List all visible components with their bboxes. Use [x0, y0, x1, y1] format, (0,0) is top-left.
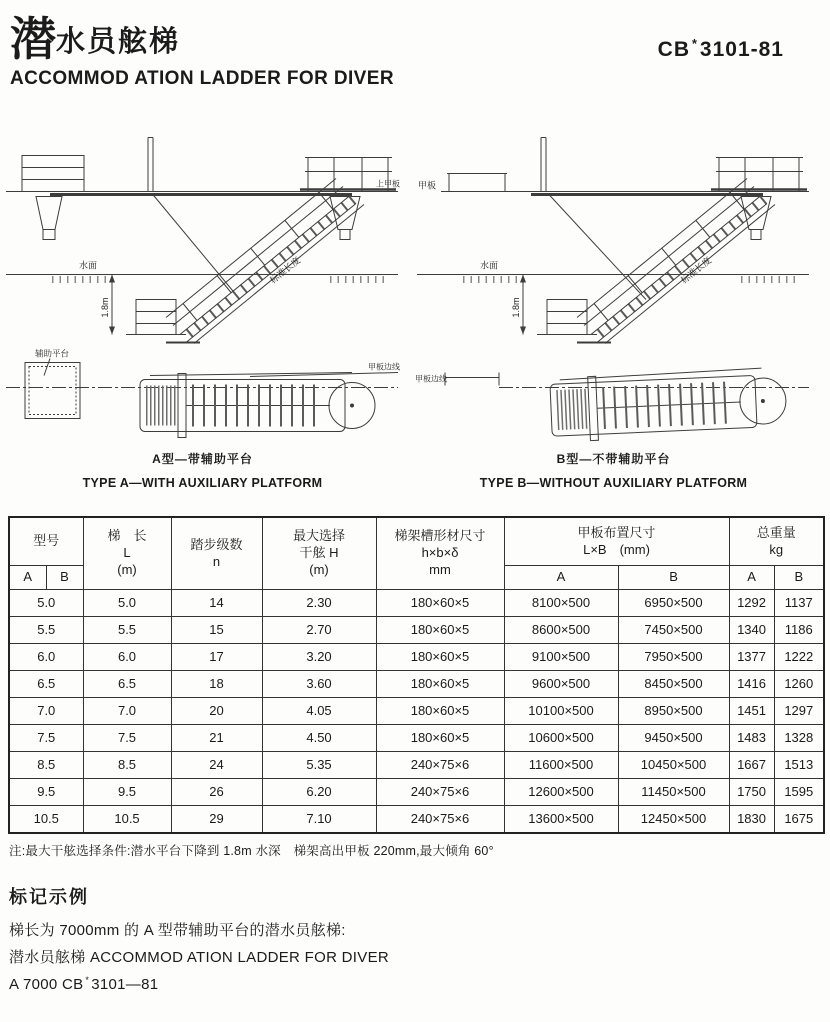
col-header-weight: 总重量 kg [729, 517, 824, 566]
table-cell: 1483 [729, 725, 774, 752]
figure-type-b [411, 128, 816, 490]
table-cell: 180×60×5 [376, 698, 504, 725]
table-row [9, 617, 824, 644]
table-cell: 1513 [774, 752, 824, 779]
table-cell: 10600×500 [504, 725, 618, 752]
marking-line3-number: 3101—81 [91, 976, 159, 993]
table-cell: 10.5 [83, 806, 171, 834]
table-cell: 7450×500 [618, 617, 729, 644]
title-first-char: 潜 [10, 13, 56, 65]
table-cell: 10450×500 [618, 752, 729, 779]
table-cell: 18 [171, 671, 262, 698]
table-cell: 20 [171, 698, 262, 725]
table-cell: 1340 [729, 617, 774, 644]
table-cell: 10.5 [9, 806, 83, 834]
table-cell: 1451 [729, 698, 774, 725]
table-cell: 5.0 [83, 590, 171, 617]
table-cell: 2.70 [262, 617, 376, 644]
table-cell: 1328 [774, 725, 824, 752]
table-cell: 240×75×6 [376, 806, 504, 834]
spec-table-body [9, 590, 824, 834]
standard-number [658, 37, 784, 62]
table-cell: 1416 [729, 671, 774, 698]
table-row [9, 725, 824, 752]
table-cell: 17 [171, 644, 262, 671]
table-cell: 6.5 [9, 671, 83, 698]
label-water-surface: 水面 [479, 260, 499, 271]
table-cell: 10100×500 [504, 698, 618, 725]
table-cell: 1667 [729, 752, 774, 779]
figure-type-a [0, 128, 405, 490]
table-cell: 180×60×5 [376, 617, 504, 644]
table-note: 注:最大干舷选择条件:潜水平台下降到 1.8m 水深 梯架高出甲板 220mm,最大倾角 60° [9, 844, 494, 858]
marking-example [9, 883, 830, 998]
subcol-model-b: B [46, 566, 83, 590]
table-row [9, 671, 824, 698]
page-title [10, 13, 181, 65]
table-cell: 5.5 [83, 617, 171, 644]
table-cell: 3.20 [262, 644, 376, 671]
table-cell: 7.0 [83, 698, 171, 725]
col-header-freeboard: 最大选择 干舷 H (m) [262, 517, 376, 590]
table-cell: 6950×500 [618, 590, 729, 617]
table-row [9, 806, 824, 834]
figures-row [0, 128, 830, 490]
table-cell: 2.30 [262, 590, 376, 617]
table-cell: 180×60×5 [376, 644, 504, 671]
table-cell: 9.5 [83, 779, 171, 806]
table-cell: 5.35 [262, 752, 376, 779]
label-deck-edge: 甲板边线 [415, 374, 447, 384]
table-cell: 11600×500 [504, 752, 618, 779]
subcol-deck-a: A [504, 566, 618, 590]
caption-type-a-en: TYPE A—WITH AUXILIARY PLATFORM [82, 476, 323, 490]
table-cell: 1260 [774, 671, 824, 698]
marking-line3-prefix: A 7000 CB [9, 976, 84, 993]
table-cell: 180×60×5 [376, 725, 504, 752]
spec-table [8, 516, 825, 834]
marking-line3-star: * [85, 975, 90, 985]
label-deck: 甲板 [418, 180, 437, 191]
table-cell: 6.20 [262, 779, 376, 806]
subcol-weight-a: A [729, 566, 774, 590]
table-cell: 6.0 [83, 644, 171, 671]
table-cell: 1297 [774, 698, 824, 725]
table-cell: 8.5 [83, 752, 171, 779]
table-cell: 12600×500 [504, 779, 618, 806]
table-cell: 8450×500 [618, 671, 729, 698]
subcol-deck-b: B [618, 566, 729, 590]
table-row [9, 698, 824, 725]
table-cell: 26 [171, 779, 262, 806]
table-cell: 7.5 [83, 725, 171, 752]
standard-digits: 3101-81 [699, 38, 784, 61]
table-cell: 7.5 [9, 725, 83, 752]
table-cell: 9.5 [9, 779, 83, 806]
table-cell: 6.5 [83, 671, 171, 698]
subcol-model-a: A [9, 566, 46, 590]
table-cell: 11450×500 [618, 779, 729, 806]
type-b-drawing [411, 128, 816, 446]
marking-line2: 潜水员舷梯 ACCOMMOD ATION LADDER FOR DIVER [9, 949, 390, 966]
label-water-surface: 水面 [78, 260, 98, 271]
subcol-weight-b: B [774, 566, 824, 590]
caption-type-b-en: TYPE B—WITHOUT AUXILIARY PLATFORM [479, 476, 748, 490]
caption-type-a-zh: A型—带辅助平台 [152, 452, 253, 466]
table-cell: 5.5 [9, 617, 83, 644]
table-cell: 7950×500 [618, 644, 729, 671]
standard-prefix: CB [657, 38, 691, 61]
title-rest: 水员舷梯 [56, 26, 181, 58]
table-cell: 180×60×5 [376, 590, 504, 617]
table-cell: 180×60×5 [376, 671, 504, 698]
table-cell: 1675 [774, 806, 824, 834]
label-upper-deck: 上甲板 [376, 179, 400, 189]
table-cell: 4.05 [262, 698, 376, 725]
table-row [9, 779, 824, 806]
marking-heading: 标记示例 [9, 887, 89, 907]
label-depth-1-8m: 1.8m [511, 297, 521, 318]
table-row [9, 644, 824, 671]
page-subtitle-en: ACCOMMOD ATION LADDER FOR DIVER [10, 68, 394, 89]
table-cell: 9600×500 [504, 671, 618, 698]
table-row [9, 590, 824, 617]
header [0, 0, 830, 65]
col-header-length: 梯 长 L (m) [83, 517, 171, 590]
table-cell: 13600×500 [504, 806, 618, 834]
table-cell: 7.10 [262, 806, 376, 834]
type-a-drawing [0, 128, 405, 446]
table-cell: 8.5 [9, 752, 83, 779]
marking-line3 [9, 971, 830, 998]
table-cell: 1750 [729, 779, 774, 806]
table-cell: 1595 [774, 779, 824, 806]
table-cell: 8950×500 [618, 698, 729, 725]
table-cell: 1377 [729, 644, 774, 671]
table-cell: 1137 [774, 590, 824, 617]
table-cell: 8100×500 [504, 590, 618, 617]
label-aux-platform: 辅助平台 [34, 348, 70, 359]
table-row [9, 752, 824, 779]
table-cell: 240×75×6 [376, 752, 504, 779]
table-cell: 4.50 [262, 725, 376, 752]
label-deck-edge: 甲板边线 [368, 362, 400, 372]
label-standard-length: 标准长度 [267, 254, 303, 286]
col-header-channel: 梯架槽形材尺寸 h×b×δ mm [376, 517, 504, 590]
table-cell: 8600×500 [504, 617, 618, 644]
table-cell: 1292 [729, 590, 774, 617]
col-header-model: 型号 [9, 517, 83, 566]
table-cell: 24 [171, 752, 262, 779]
table-cell: 1186 [774, 617, 824, 644]
table-cell: 5.0 [9, 590, 83, 617]
table-cell: 240×75×6 [376, 779, 504, 806]
caption-type-b-zh: B型—不带辅助平台 [556, 452, 671, 466]
col-header-steps: 踏步级数 n [171, 517, 262, 590]
table-cell: 1222 [774, 644, 824, 671]
label-standard-length: 标准长度 [678, 254, 714, 286]
table-cell: 7.0 [9, 698, 83, 725]
table-cell: 15 [171, 617, 262, 644]
table-cell: 9450×500 [618, 725, 729, 752]
table-cell: 12450×500 [618, 806, 729, 834]
table-cell: 3.60 [262, 671, 376, 698]
table-cell: 29 [171, 806, 262, 834]
table-cell: 21 [171, 725, 262, 752]
label-depth-1-8m: 1.8m [100, 297, 110, 318]
standard-star: * [692, 37, 698, 51]
table-cell: 9100×500 [504, 644, 618, 671]
table-cell: 6.0 [9, 644, 83, 671]
col-header-deck: 甲板布置尺寸 L×B (mm) [504, 517, 729, 566]
table-cell: 1830 [729, 806, 774, 834]
table-cell: 14 [171, 590, 262, 617]
marking-line1: 梯长为 7000mm 的 A 型带辅助平台的潜水员舷梯: [9, 922, 346, 939]
